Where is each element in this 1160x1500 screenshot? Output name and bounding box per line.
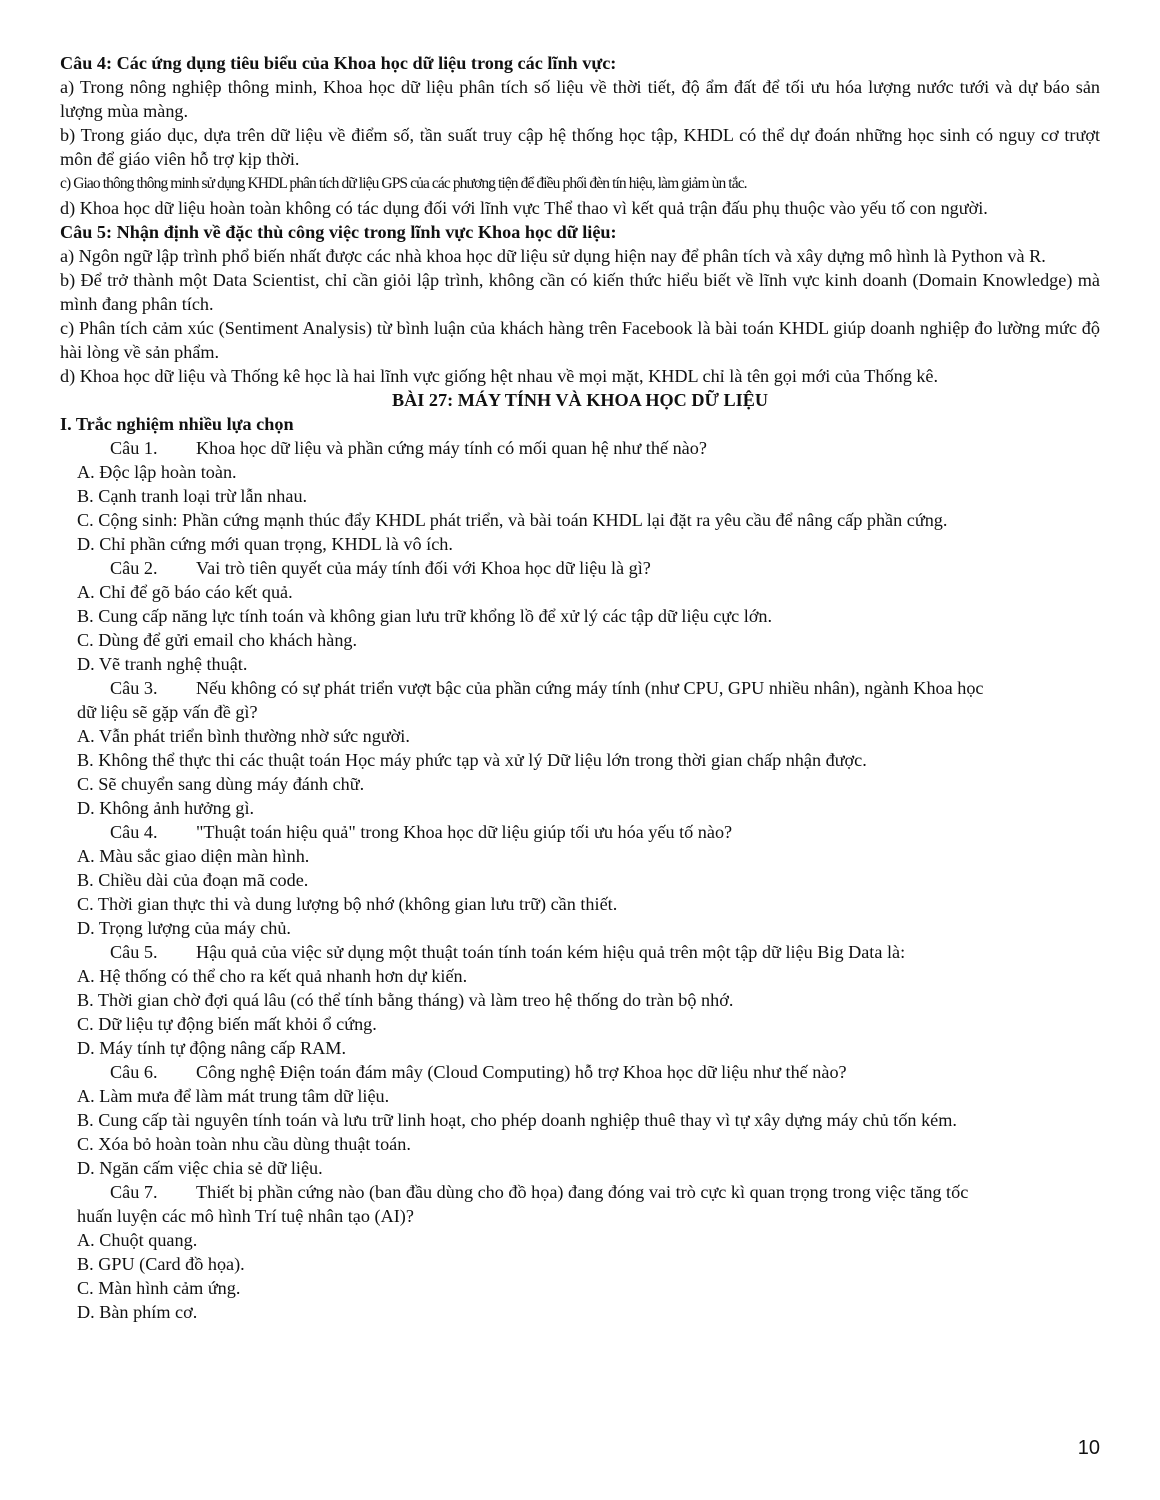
option-a: A. Làm mưa để làm mát trung tâm dữ liệu. bbox=[77, 1086, 390, 1106]
option-a: A. Màu sắc giao diện màn hình. bbox=[77, 846, 310, 866]
option-c: C. Dùng để gửi email cho khách hàng. bbox=[77, 630, 358, 650]
question-number: Câu 1. bbox=[110, 438, 158, 458]
mcq-question-7 bbox=[60, 1180, 1100, 1324]
question-5-statement-a: a) Ngôn ngữ lập trình phổ biến nhất được các nhà khoa học dữ liệu sử dụng hiện nay để phân tích và xây dựng mô hình là Python và R. bbox=[60, 246, 1046, 266]
mcq-question-6 bbox=[60, 1060, 1100, 1180]
option-b: B. Thời gian chờ đợi quá lâu (có thể tính bằng tháng) và làm treo hệ thống do tràn bộ nhớ. bbox=[77, 990, 734, 1010]
mcq-question-5 bbox=[60, 940, 1100, 1060]
question-text: Nếu không có sự phát triển vượt bậc của phần cứng máy tính (như CPU, GPU nhiều nhân), ngành Khoa học bbox=[196, 678, 984, 698]
option-b: B. Cung cấp tài nguyên tính toán và lưu trữ linh hoạt, cho phép doanh nghiệp thuê thay vì tự xây dựng máy chủ tốn kém. bbox=[77, 1110, 957, 1130]
option-b: B. Không thể thực thi các thuật toán Học máy phức tạp và xử lý Dữ liệu lớn trong thời gian chấp nhận được. bbox=[77, 750, 867, 770]
option-d: D. Chỉ phần cứng mới quan trọng, KHDL là vô ích. bbox=[77, 534, 453, 554]
option-c: C. Cộng sinh: Phần cứng mạnh thúc đẩy KHDL phát triển, và bài toán KHDL lại đặt ra yêu cầu để nâng cấp phần cứng. bbox=[77, 510, 948, 530]
question-text: Hậu quả của việc sử dụng một thuật toán tính toán kém hiệu quả trên một tập dữ liệu Big Data là: bbox=[196, 942, 906, 962]
question-5-statement-b: b) Để trở thành một Data Scientist, chỉ cần giỏi lập trình, không cần có kiến thức hiểu biết về lĩnh vực kinh doanh (Domain Knowledge) mà mình đang phân tích. bbox=[60, 270, 1100, 314]
option-b: B. Cạnh tranh loại trừ lẫn nhau. bbox=[77, 486, 308, 506]
question-number: Câu 3. bbox=[110, 678, 158, 698]
option-d: D. Vẽ tranh nghệ thuật. bbox=[77, 654, 248, 674]
question-text-continued: huấn luyện các mô hình Trí tuệ nhân tạo (AI)? bbox=[77, 1206, 414, 1226]
option-c: C. Xóa bỏ hoàn toàn nhu cầu dùng thuật toán. bbox=[77, 1134, 411, 1154]
question-4-heading: Câu 4: Các ứng dụng tiêu biểu của Khoa học dữ liệu trong các lĩnh vực: bbox=[60, 53, 617, 73]
option-b: B. Cung cấp năng lực tính toán và không gian lưu trữ khổng lồ để xử lý các tập dữ liệu cực lớn. bbox=[77, 606, 773, 626]
option-a: A. Độc lập hoàn toàn. bbox=[77, 462, 237, 482]
page-number: 10 bbox=[1077, 1437, 1100, 1459]
lesson-title: BÀI 27: MÁY TÍNH VÀ KHOA HỌC DỮ LIỆU bbox=[392, 390, 768, 410]
option-b: B. GPU (Card đồ họa). bbox=[77, 1254, 245, 1274]
question-number: Câu 2. bbox=[110, 558, 158, 578]
option-d: D. Bàn phím cơ. bbox=[77, 1302, 198, 1322]
mcq-question-4 bbox=[60, 820, 1100, 940]
question-4-statement-b: b) Trong giáo dục, dựa trên dữ liệu về điểm số, tần suất truy cập hệ thống học tập, KHDL có thể dự đoán những học sinh có nguy cơ trượt môn để giáo viên hỗ trợ kịp thời. bbox=[60, 125, 1100, 169]
mcq-question-2 bbox=[60, 556, 1100, 676]
option-a: A. Chuột quang. bbox=[77, 1230, 198, 1250]
option-c: C. Màn hình cảm ứng. bbox=[77, 1278, 241, 1298]
question-4-statement-a: a) Trong nông nghiệp thông minh, Khoa học dữ liệu phân tích số liệu về thời tiết, độ ẩm đất để tối ưu hóa lượng nước tưới và dự báo sản lượng mùa màng. bbox=[60, 77, 1100, 121]
mcq-question-1 bbox=[60, 436, 1100, 556]
question-text: Công nghệ Điện toán đám mây (Cloud Computing) hỗ trợ Khoa học dữ liệu như thế nào? bbox=[196, 1062, 847, 1082]
document-page bbox=[60, 51, 1100, 1324]
option-a: A. Chỉ để gõ báo cáo kết quả. bbox=[77, 582, 293, 602]
question-text: Vai trò tiên quyết của máy tính đối với Khoa học dữ liệu là gì? bbox=[196, 558, 651, 578]
question-number: Câu 7. bbox=[110, 1182, 158, 1202]
question-text: "Thuật toán hiệu quả" trong Khoa học dữ liệu giúp tối ưu hóa yếu tố nào? bbox=[196, 822, 733, 842]
option-d: D. Trọng lượng của máy chủ. bbox=[77, 918, 291, 938]
question-number: Câu 5. bbox=[110, 942, 158, 962]
option-d: D. Máy tính tự động nâng cấp RAM. bbox=[77, 1038, 347, 1058]
part-heading: I. Trắc nghiệm nhiều lựa chọn bbox=[60, 414, 294, 434]
question-5-statement-c: c) Phân tích cảm xúc (Sentiment Analysis) từ bình luận của khách hàng trên Facebook là bài toán KHDL giúp doanh nghiệp đo lường mức độ hài lòng về sản phẩm. bbox=[60, 318, 1100, 362]
question-5-heading: Câu 5: Nhận định về đặc thù công việc trong lĩnh vực Khoa học dữ liệu: bbox=[60, 222, 617, 242]
question-4-statement-d: d) Khoa học dữ liệu hoàn toàn không có tác dụng đối với lĩnh vực Thể thao vì kết quả trận đấu phụ thuộc vào yếu tố con người. bbox=[60, 198, 988, 218]
option-c: C. Sẽ chuyển sang dùng máy đánh chữ. bbox=[77, 774, 365, 794]
option-b: B. Chiều dài của đoạn mã code. bbox=[77, 870, 309, 890]
question-text: Thiết bị phần cứng nào (ban đầu dùng cho đồ họa) đang đóng vai trò cực kì quan trọng trong việc tăng tốc bbox=[196, 1182, 969, 1202]
mcq-question-3 bbox=[60, 676, 1100, 820]
option-c: C. Thời gian thực thi và dung lượng bộ nhớ (không gian lưu trữ) cần thiết. bbox=[77, 894, 618, 914]
option-d: D. Không ảnh hưởng gì. bbox=[77, 798, 255, 818]
option-c: C. Dữ liệu tự động biến mất khỏi ổ cứng. bbox=[77, 1014, 377, 1034]
question-text: Khoa học dữ liệu và phần cứng máy tính có mối quan hệ như thế nào? bbox=[196, 438, 707, 458]
question-number: Câu 6. bbox=[110, 1062, 158, 1082]
question-text-continued: dữ liệu sẽ gặp vấn đề gì? bbox=[77, 702, 258, 722]
option-d: D. Ngăn cấm việc chia sẻ dữ liệu. bbox=[77, 1158, 323, 1178]
option-a: A. Hệ thống có thể cho ra kết quả nhanh hơn dự kiến. bbox=[77, 966, 468, 986]
option-a: A. Vẫn phát triển bình thường nhờ sức người. bbox=[77, 726, 410, 746]
question-4-statement-c: c) Giao thông thông minh sử dụng KHDL phân tích dữ liệu GPS của các phương tiện để điều phối đèn tín hiệu, làm giảm ùn tắc. bbox=[60, 175, 747, 192]
question-number: Câu 4. bbox=[110, 822, 158, 842]
question-5-statement-d: d) Khoa học dữ liệu và Thống kê học là hai lĩnh vực giống hệt nhau về mọi mặt, KHDL chỉ là tên gọi mới của Thống kê. bbox=[60, 366, 939, 386]
